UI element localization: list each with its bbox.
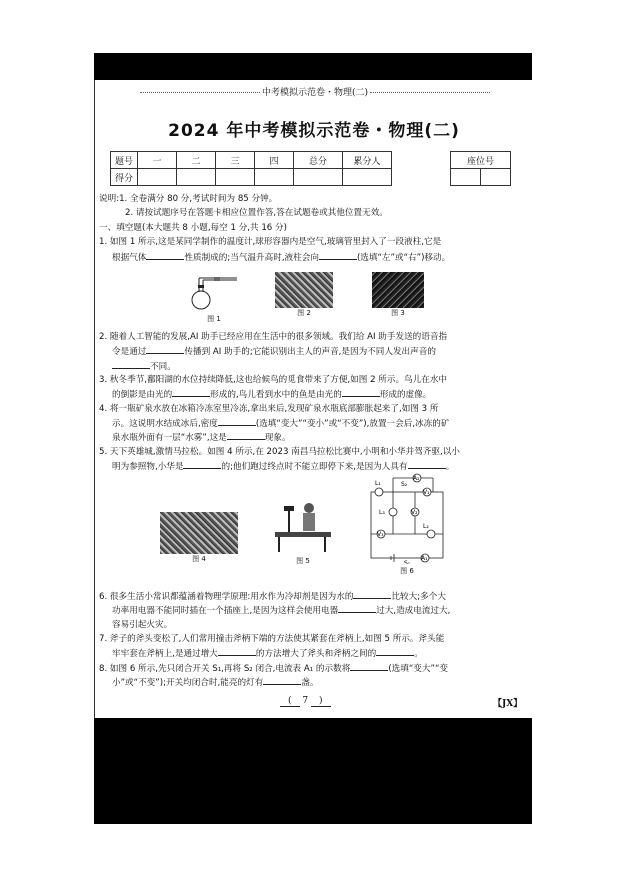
answer-blank[interactable]: [146, 250, 184, 260]
question-3-line-1: 3. 秋冬季节,鄱阳湖的水位持续降低,这也给候鸟的觅食带来了方便,如图 2 所示。鸟儿在水中: [99, 375, 448, 385]
question-1-line-2: 根据气体 性质制成的;当气温升高时,液柱会向 (选填“左”或“右”)移动。: [99, 250, 540, 265]
svg-text:L₂: L₂: [423, 523, 429, 530]
question-5-line-2: 明为参照物,小华是 的;他们跑过终点时不能立即停下来,是因为人具有 。: [99, 459, 540, 474]
question-6-line-3: 容易引起火灾。: [112, 620, 173, 630]
question-8-line-1: 8. 如图 6 所示,先只闭合开关 S₁,再将 S₂ 闭合,电流表 A₁ 的示数将 (选填“变大”“变: [99, 661, 527, 676]
seat-cell[interactable]: [451, 169, 481, 186]
score-cell[interactable]: [216, 169, 255, 186]
svg-text:A₂: A₂: [413, 475, 420, 482]
svg-text:S₁: S₁: [404, 560, 411, 564]
answer-blank[interactable]: [376, 646, 414, 656]
score-header-cell: 累分人: [343, 152, 392, 169]
answer-blank[interactable]: [350, 661, 388, 671]
score-header-cell: 总分: [294, 152, 343, 169]
edition-tag: 【JX】: [493, 699, 523, 709]
answer-blank[interactable]: [353, 589, 391, 599]
score-header-cell: 二: [177, 152, 216, 169]
question-8-line-2: 小”或“不变”);开关均闭合时,能亮的灯有 盏。: [99, 675, 540, 690]
seat-number-table: [450, 151, 511, 186]
question-1-line-1: 1. 如图 1 所示,这是某同学制作的温度计,球形容器内是空气,玻璃管里封入了一段液柱,它是: [99, 237, 442, 247]
score-cell[interactable]: [255, 169, 294, 186]
instructions-line-1: 说明:1. 全卷满分 80 分,考试时间为 85 分钟。: [99, 194, 278, 204]
question-2-line-3: 不同。: [99, 359, 540, 374]
answer-blank[interactable]: [263, 675, 301, 685]
exam-page: [94, 80, 533, 718]
question-4-line-3: 泉水瓶外面有一层“水雾”,这是 现象。: [99, 430, 540, 445]
page-number: ( 7 ): [280, 696, 331, 706]
frozen-bottle-photo: [372, 272, 424, 308]
score-row-label: 得分: [111, 169, 138, 186]
score-header-cell: 一: [138, 152, 177, 169]
circuit-diagram: [367, 472, 447, 564]
answer-blank[interactable]: [408, 459, 446, 469]
marathon-photo: [160, 512, 238, 554]
page-title: 2024 年中考模拟示范卷・物理(二): [168, 121, 460, 141]
bird-lake-photo: [275, 272, 333, 308]
answer-blank[interactable]: [183, 459, 221, 469]
question-3-line-2: 的倒影是由光的 形成的,鸟儿看到水中的鱼是由光的 形成的虚像。: [99, 387, 540, 402]
question-7-line-1: 7. 斧子的斧头变松了,人们常用撞击斧柄下端的方法使其紧套在斧柄上,如图 5 所示。斧头能: [99, 634, 445, 644]
seat-cell[interactable]: [481, 169, 511, 186]
question-6-line-2: 功率用电器不能同时插在一个插座上,是因为这样会使用电器 过大,造成电流过大,: [99, 603, 540, 618]
svg-text:V₂: V₂: [411, 509, 418, 516]
score-table: [110, 151, 392, 186]
question-5-line-1: 5. 天下英雄城,激情马拉松。如图 4 所示,在 2023 南昌马拉松比赛中,小明和小华并驾齐驱,以小: [99, 447, 460, 457]
answer-blank[interactable]: [172, 387, 210, 397]
question-4-line-2: 示。这说明水结成冰后,密度 (选填“变大”“变小”或“不变”),放置一会后,冰冻的矿: [99, 416, 540, 431]
thermometer-flask-icon: [189, 272, 239, 312]
svg-text:L₁: L₁: [375, 480, 381, 487]
question-4-line-1: 4. 将一瓶矿泉水放在冰箱冷冻室里冷冻,拿出来后,发现矿泉水瓶底部膨胀起来了,如图 3 所: [99, 404, 439, 414]
score-cell[interactable]: [177, 169, 216, 186]
figure-2: 图 2: [275, 272, 333, 318]
question-2-line-2: 令是通过 传播到 AI 助手的;它能识别出主人的声音,是因为不同人发出声音的: [99, 344, 540, 359]
question-2-line-1: 2. 随着人工智能的发展,AI 助手已经应用在生活中的很多领域。我们给 AI 助手发送的语音指: [99, 332, 448, 342]
score-header-cell: 三: [216, 152, 255, 169]
bottom-black-band: [94, 718, 532, 824]
answer-blank[interactable]: [218, 416, 256, 426]
question-6-line-1: 6. 很多生活小常识都蕴涵着物理学原理:用水作为冷却剂是因为水的 比较大;多个大: [99, 589, 527, 604]
figure-3: 图 3: [372, 272, 424, 318]
top-black-band: [94, 53, 532, 80]
section-heading: 一、填空题(本大题共 8 小题,每空 1 分,共 16 分): [99, 223, 287, 233]
figure-4: 图 4: [160, 512, 238, 564]
figure-5: 图 5: [273, 498, 333, 566]
seat-number-label: 座位号: [451, 152, 511, 169]
instructions-line-2: 2. 请按试题序号在答题卡相应位置作答,答在试题卷或其他位置无效。: [125, 208, 388, 218]
running-header: 中考模拟示范卷・物理(二): [115, 85, 515, 98]
svg-text:S₂: S₂: [401, 481, 408, 488]
svg-text:V₁: V₁: [423, 489, 430, 496]
svg-text:L₃: L₃: [379, 509, 385, 516]
score-cell[interactable]: [294, 169, 343, 186]
answer-blank[interactable]: [112, 359, 150, 369]
score-cell[interactable]: [138, 169, 177, 186]
axe-bench-illustration-icon: [273, 498, 333, 554]
answer-blank[interactable]: [227, 430, 265, 440]
question-7-line-2: 牢牢套在斧柄上,是通过增大 的方法增大了斧头和斧柄之间的 。: [99, 646, 540, 661]
answer-blank[interactable]: [342, 387, 380, 397]
answer-blank[interactable]: [146, 344, 184, 354]
svg-text:A₁: A₁: [421, 555, 428, 562]
figure-6: L₁ L₃ L₂ S₂ S₁ A₂ A₁ V₁ V₂ V₃ 图 6: [367, 472, 447, 576]
figure-1: 图 1: [189, 272, 239, 324]
score-cell[interactable]: [343, 169, 392, 186]
answer-blank[interactable]: [338, 603, 376, 613]
answer-blank[interactable]: [218, 646, 256, 656]
score-header-cell: 题号: [111, 152, 138, 169]
score-header-cell: 四: [255, 152, 294, 169]
svg-text:V₃: V₃: [377, 531, 384, 538]
answer-blank[interactable]: [319, 250, 357, 260]
